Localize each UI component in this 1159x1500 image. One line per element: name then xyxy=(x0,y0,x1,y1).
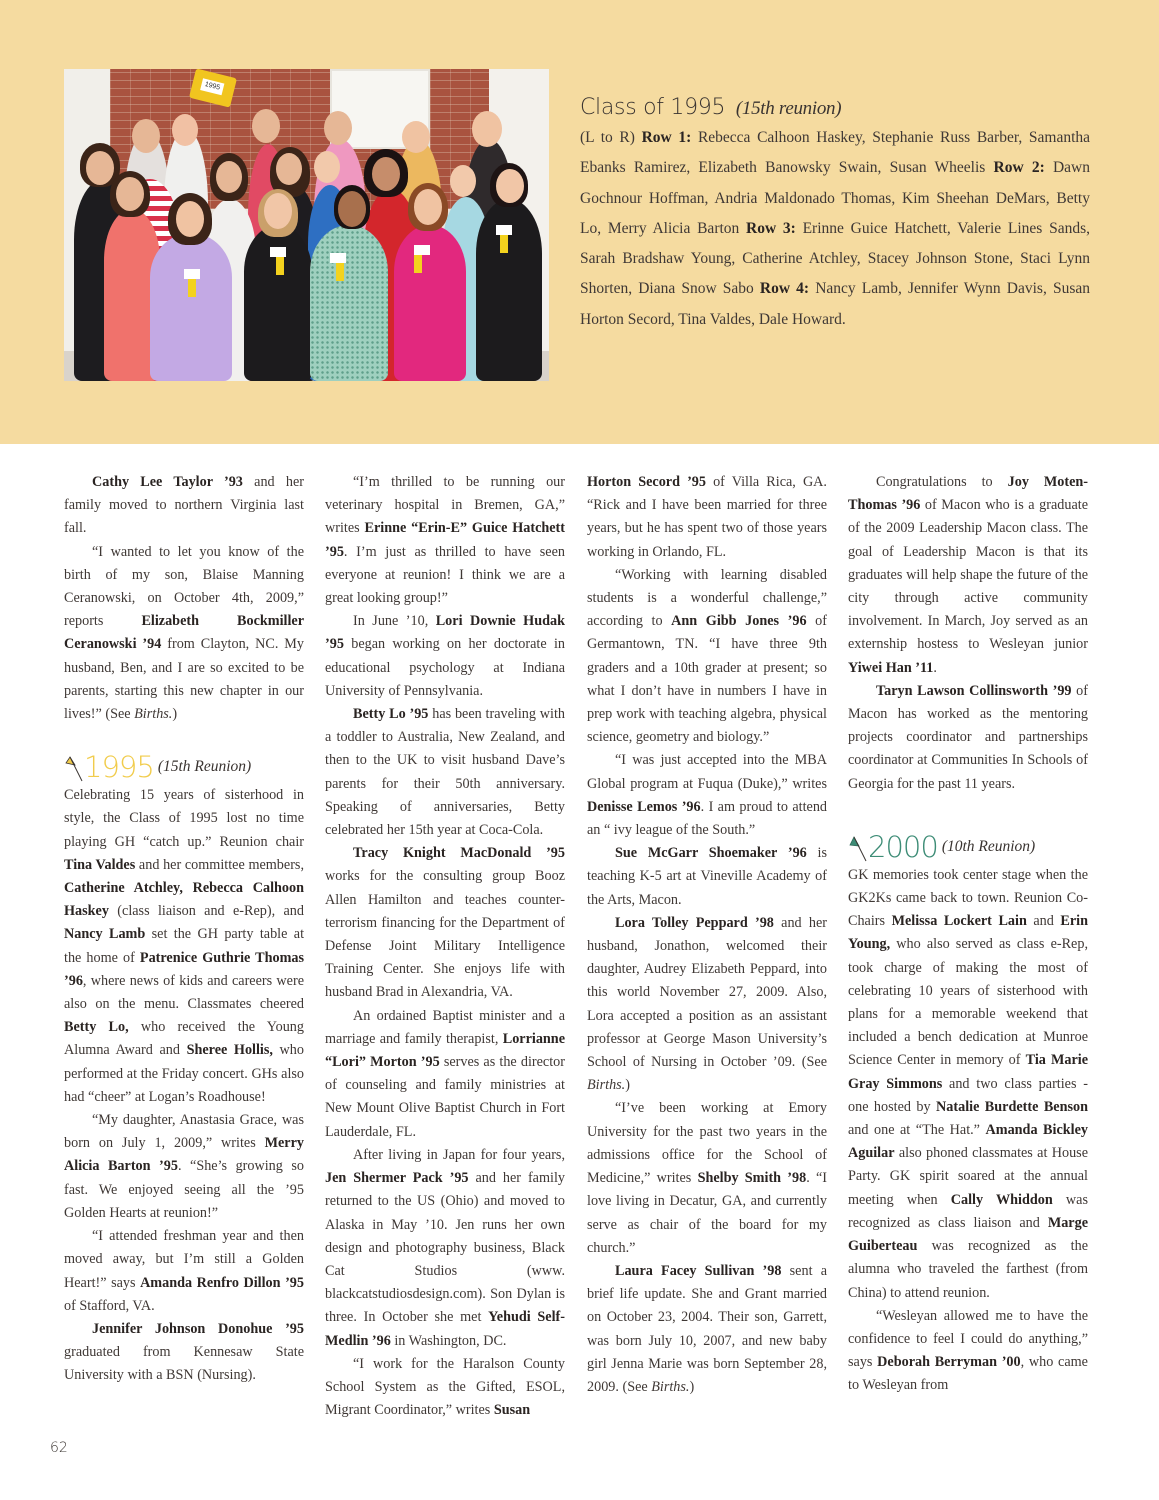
class-note: GK memories took center stage when the GK2Ks came back to town. Reunion Co-Chairs Melissa Lockert Lain and Erin Young, who also served as class e-Rep, took charge of making the most of celebrating 10 years of sisterhood with plans for a memorable weekend that included a bench dedication at Munroe Science Center in memory of Tia Marie Gray Simmons and two class parties - one hosted by Natalie Burdette Benson and one at “The Hat.” Amanda Bickley Aguilar also phoned classmates at House Party. GK spirit soared at the annual meeting when Cally Whiddon was recognized as class liaison and Marge Guiberteau was recognized as the alumna who traveled the farthest (from China) to attend reunion. xyxy=(848,866,1088,1301)
section-reunion-label: (15th Reunion) xyxy=(157,758,252,776)
class-note: Sue McGarr Shoemaker ’96 is teaching K-5 art at Vineville Academy of the Arts, Macon. xyxy=(587,845,827,908)
row-label: Row 2: xyxy=(993,159,1045,177)
section-year: 2000 xyxy=(868,829,938,864)
class-note: Jennifer Johnson Donohue ’95 graduated from Kennesaw State University with a BSN (Nursing). xyxy=(64,1320,304,1384)
class-note: An ordained Baptist minister and a marriage and family therapist, Lorrianne “Lori” Morton ’95 serves as the director of counseling and family ministries at New Mount Olive Baptist Church in Fort Lauderdale, FL. xyxy=(325,1007,565,1140)
class-note: “I wanted to let you know of the birth of my son, Blaise Manning Ceranowski, on October 4th, 2009,” reports Elizabeth Bockmiller Ceranowski ’94 from Clayton, NC. My husband, Ben, and I are so excited to be parents, starting this new chapter in our lives!” (See Births.) xyxy=(64,543,304,723)
row-names: Rebecca Calhoon Haskey, Stephanie Russ Barber, Samantha Ebanks Ramirez, Elizabeth Banowsky Swain, Susan Wheelis xyxy=(580,129,1091,177)
column-4 xyxy=(848,471,1088,1398)
class-note: Congratulations to Joy Moten-Thomas ’96 of Macon who is a graduate of the 2009 Leadership Macon class. The goal of Leadership Macon is that its graduates will help shape the future of the city through active community involvement. In March, Joy served as an externship hostess to Wesleyan junior Yiwei Han ’11. xyxy=(848,474,1089,676)
class-note: “I’m thrilled to be running our veterinary hospital in Bremen, GA,” writes Erinne “Erin-E” Guice Hatchett ’95. I’m just as thrilled to have seen everyone at reunion! I think we are a great looking group!” xyxy=(325,474,565,607)
flag-icon xyxy=(848,835,868,863)
flag-icon xyxy=(64,755,84,783)
photo-caption xyxy=(580,92,1090,335)
column-3 xyxy=(587,471,827,1399)
caption-subtitle: (15th reunion) xyxy=(735,98,842,119)
class-note: Laura Facey Sullivan ’98 sent a brief life update. She and Grant married on October 23, 2004. Their son, Garrett, was born July 10, 2007, and new baby girl Jenna Marie was born September 28, 2009. (See Births.) xyxy=(587,1262,828,1395)
class-note: “Wesleyan allowed me to have the confidence to feel I could do anything,” says Deborah Berryman ’00, who came to Wesleyan from xyxy=(848,1307,1088,1394)
row-label: Row 3: xyxy=(746,219,796,237)
class-note: Horton Secord ’95 of Villa Rica, GA. “Rick and I have been married for three years, but he has spent two of those years working in Orlando, FL. xyxy=(587,474,827,560)
row-names: Dawn Gochnour Hoffman, Andria Maldonado Thomas, Kim Sheehan DeMars, Betty Lo, Merry Alicia Barton xyxy=(580,159,1091,237)
row-label: Row 1: xyxy=(641,129,692,146)
class-note: Betty Lo ’95 has been traveling with a toddler to Australia, New Zealand, and then to the UK to visit husband Dave’s parents for their 50th anniversary. Speaking of anniversaries, Betty celebrated her 15th year at Coca-Cola. xyxy=(325,706,565,839)
class-note: Taryn Lawson Collinsworth ’99 of Macon has worked as the mentoring projects coordinator and partnerships coordinator at Communities In Schools of Georgia for the past 11 years. xyxy=(848,682,1088,792)
class-photo xyxy=(64,69,549,381)
class-note: Cathy Lee Taylor ’93 and her family moved to northern Virginia last fall. xyxy=(64,474,304,537)
column-2 xyxy=(325,471,565,1422)
row-names: Nancy Lamb, Jennifer Wynn Davis, Susan Horton Secord, Tina Valdes, Dale Howard. xyxy=(580,280,1090,328)
class-note: Celebrating 15 years of sisterhood in style, the Class of 1995 lost no time playing GH “catch up.” Reunion chair Tina Valdes and her committee members, Catherine Atchley, Rebecca Calhoon Haskey (class liaison and e-Rep), and Nancy Lamb set the GH party table at the home of Patrenice Guthrie Thomas ’96, where news of kids and careers were also on the menu. Classmates cheered Betty Lo, who received the Young Alumna Award and Sheree Hollis, who performed at the Friday concert. GHs also had “cheer” at Logan’s Roadhouse! xyxy=(64,787,305,1105)
section-reunion-label: (10th Reunion) xyxy=(941,837,1036,855)
class-note: “I work for the Haralson County School System as the Gifted, ESOL, Migrant Coordinator,” writes Susan xyxy=(325,1355,565,1419)
class-note: “I was just accepted into the MBA Global program at Fuqua (Duke),” writes Denisse Lemos ’96. I am proud to attend an “ ivy league of the South.” xyxy=(587,752,828,839)
row-names: Erinne Guice Hatchett, Valerie Lines Sands, Sarah Bradshaw Young, Catherine Atchley, Stacey Johnson Stone, Staci Lynn Shorten, Diana Snow Sabo xyxy=(580,219,1090,298)
class-note: Lora Tolley Peppard ’98 and her husband, Jonathon, welcomed their daughter, Audrey Elizabeth Peppard, into this world November 27, 2009. Also, Lora accepted a position as an assistant professor at George Mason University’s School of Nursing in October ’09. (See Births.) xyxy=(587,914,827,1094)
class-note: “Working with learning disabled students is a wonderful challenge,” according to Ann Gibb Jones ’96 of Germantown, TN. “I have three 9th graders and a 10th grader at present; so what I don’t have in numbers I have in prep work with teaching algebra, physical science, geometry and biology.” xyxy=(587,566,827,746)
section-heading-2000 xyxy=(848,830,1088,864)
page-number: 62 xyxy=(50,1440,68,1456)
class-flag: 1995 xyxy=(189,69,237,108)
section-heading-1995 xyxy=(64,750,304,784)
class-note: In June ’10, Lori Downie Hudak ’95 began working on her doctorate in educational psychology at Indiana University of Pennsylvania. xyxy=(325,613,565,699)
class-note: After living in Japan for four years, Jen Shermer Pack ’95 and her family returned to the US (Ohio) and moved to Alaska in May ’10. Jen runs her own design and photography business, Black Cat Studios (www. blackcatstudiosdesign.com). Son Dylan is three. In October she met Yehudi Self-Medlin ’96 in Washington, DC. xyxy=(325,1146,565,1349)
column-1 xyxy=(64,471,304,1388)
class-note: “I attended freshman year and then moved away, but I’m still a Golden Heart!” says Amanda Renfro Dillon ’95 of Stafford, VA. xyxy=(64,1228,304,1314)
class-note: Tracy Knight MacDonald ’95 works for the consulting group Booz Allen Hamilton and teaches counter-terrorism financing for the Department of Defense Joint Military Intelligence Training Center. She enjoys life with husband Brad in Alexandria, VA. xyxy=(325,845,565,1001)
class-note: “I’ve been working at Emory University for the past two years in the admissions office for the School of Medicine,” writes Shelby Smith ’98. “I love living in Decatur, GA, and currently serve as chair of the board for my church.” xyxy=(587,1100,827,1256)
caption-names: (L to R) Row 1: Rebecca Calhoon Haskey, Stephanie Russ Barber, Samantha Ebanks Ramirez, Elizabeth Banowsky Swain, Susan Wheelis Row 2: Dawn Gochnour Hoffman, Andria Maldonado Thomas, Kim Sheehan DeMars, Betty Lo, Merry Alicia Barton Row 3: Erinne Guice Hatchett, Valerie Lines Sands, Sarah Bradshaw Young, Catherine Atchley, Stacey Johnson Stone, Staci Lynn Shorten, Diana Snow Sabo Row 4: Nancy Lamb, Jennifer Wynn Davis, Susan Horton Secord, Tina Valdes, Dale Howard. xyxy=(580,129,1091,328)
caption-title: Class of 1995 (15th reunion) xyxy=(580,95,842,120)
section-year: 1995 xyxy=(84,750,154,785)
row-label: Row 4: xyxy=(759,280,810,298)
class-note: “My daughter, Anastasia Grace, was born on July 1, 2009,” writes Merry Alicia Barton ’95. “She’s growing so fast. We enjoyed seeing all the ’95 Golden Hearts at reunion!” xyxy=(64,1112,304,1221)
